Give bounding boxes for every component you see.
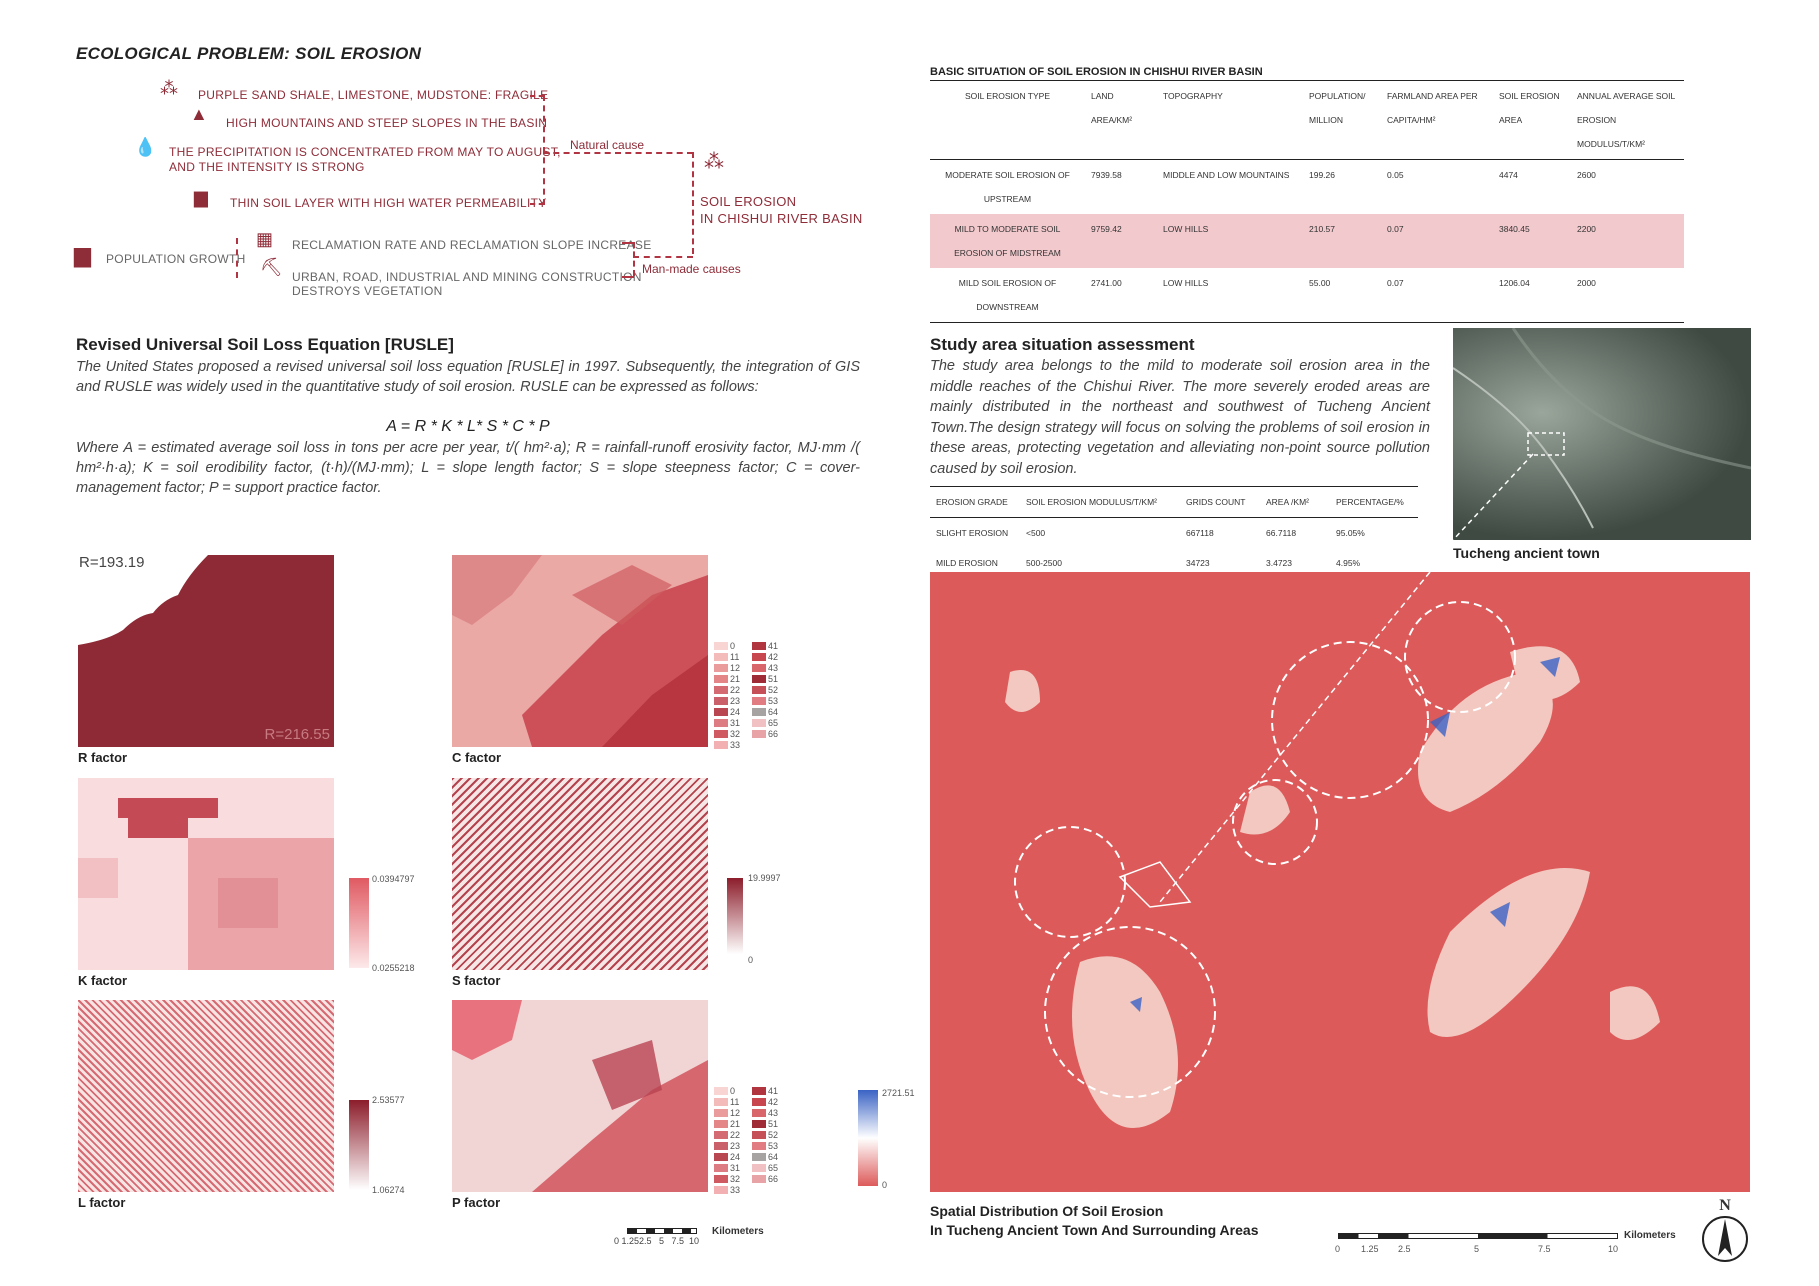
r-max-label: R=216.55 [264, 726, 330, 743]
r-factor-caption: R factor [78, 750, 128, 765]
legend-code: 52 [768, 685, 779, 695]
legend-swatch [752, 1175, 766, 1183]
legend-code: 53 [768, 1141, 779, 1151]
legend-code: 66 [768, 1174, 779, 1184]
result-soil-erosion: SOIL EROSION [700, 194, 797, 209]
erosion-legend-min: 0 [882, 1180, 888, 1190]
legend-swatch [714, 1186, 728, 1194]
legend-swatch [714, 719, 728, 727]
cell: 2000 [1577, 278, 1596, 288]
legend-code: 53 [768, 696, 779, 706]
population-growth: POPULATION GROWTH [106, 252, 246, 266]
legend-swatch [752, 1098, 766, 1106]
legend-code: 65 [768, 1163, 779, 1173]
cell: 4.95% [1336, 558, 1361, 568]
legend-swatch [752, 719, 766, 727]
scale-tick: 1.25 [1361, 1244, 1379, 1254]
grade-table-header-row [930, 487, 1418, 518]
legend-code: 32 [730, 1174, 741, 1184]
assessment-title: Study area situation assessment [930, 335, 1195, 354]
legend-code: 41 [768, 641, 779, 651]
grade-table [930, 486, 1418, 579]
legend-code: 0 [730, 1086, 736, 1096]
legend-swatch [752, 1164, 766, 1172]
s-factor-map [452, 778, 708, 970]
basin-col-type: SOIL EROSION TYPE [964, 91, 1051, 101]
legend-code: 42 [768, 1097, 779, 1107]
s-factor-caption: S factor [452, 973, 501, 988]
solar-panel-icon: ▦ [256, 229, 274, 249]
legend-swatch [752, 1109, 766, 1117]
mountain-icon: ▲ [190, 104, 208, 124]
legend-code: 42 [768, 652, 779, 662]
legend-swatch [752, 1131, 766, 1139]
cell: 667118 [1186, 528, 1214, 538]
l-factor-map [78, 1000, 334, 1192]
s-legend-min: 0 [748, 955, 754, 965]
l-factor-caption: L factor [78, 1195, 126, 1210]
soil-erosion-map [930, 572, 1750, 1192]
cell: 34723 [1186, 558, 1210, 568]
c-factor-map [452, 555, 708, 747]
map-caption-line1: Spatial Distribution Of Soil Erosion [930, 1203, 1164, 1219]
basin-col-land: LAND AREA/KM² [1091, 91, 1133, 125]
cause-soil: THIN SOIL LAYER WITH HIGH WATER PERMEABILITY [230, 196, 547, 210]
scale-tick: 5 [1474, 1244, 1480, 1254]
factor-scale-ticks: 0 1.252.5 5 7.5 10 [614, 1236, 700, 1246]
cell: 4474 [1499, 170, 1518, 180]
legend-swatch [714, 1164, 728, 1172]
legend-swatch [752, 1120, 766, 1128]
result-basin: IN CHISHUI RIVER BASIN [700, 211, 863, 226]
legend-code: 41 [768, 1086, 779, 1096]
c-landuse-legend [714, 641, 790, 750]
cause-precipitation-2: AND THE INTENSITY IS STRONG [169, 160, 365, 174]
tucheng-photo [1453, 328, 1751, 540]
cell: 7939.58 [1091, 170, 1122, 180]
legend-code: 31 [730, 718, 741, 728]
legend-code: 43 [768, 1108, 779, 1118]
legend-code: 23 [730, 1141, 741, 1151]
legend-swatch [714, 1142, 728, 1150]
l-legend-bar [349, 1100, 369, 1190]
cell: 3840.45 [1499, 224, 1530, 234]
cause-construction: URBAN, ROAD, INDUSTRIAL AND MINING CONSTRUCTION [292, 270, 642, 284]
legend-swatch [714, 1131, 728, 1139]
cause-precipitation: THE PRECIPITATION IS CONCENTRATED FROM MAY TO AUGUST, [169, 145, 561, 159]
factor-scale-label: Kilometers [712, 1226, 764, 1237]
legend-code: 51 [768, 674, 779, 684]
erosion-legend-max: 2721.51 [882, 1088, 915, 1098]
k-legend-min: 0.0255218 [372, 963, 415, 973]
legend-swatch [714, 730, 728, 738]
legend-swatch [714, 1098, 728, 1106]
soil-layer-icon: ▆ [194, 187, 208, 207]
legend-code: 24 [730, 1152, 741, 1162]
cell: 2200 [1577, 224, 1596, 234]
legend-swatch [752, 686, 766, 694]
scale-tick: 10 [1608, 1244, 1619, 1254]
excavator-icon: ⛏ [260, 257, 283, 277]
problem-title: ECOLOGICAL PROBLEM: SOIL EROSION [76, 44, 422, 63]
basin-col-topo: TOPOGRAPHY [1163, 91, 1223, 101]
north-label: N [1719, 1197, 1731, 1214]
basin-table [930, 80, 1684, 323]
cell: MIDDLE AND LOW MOUNTAINS [1163, 170, 1290, 180]
p-factor-map [452, 1000, 708, 1192]
legend-swatch [752, 653, 766, 661]
cell: 2600 [1577, 170, 1596, 180]
cell: 0.05 [1387, 170, 1404, 180]
legend-swatch [714, 697, 728, 705]
cell: 66.7118 [1266, 528, 1297, 538]
erosion-legend-bar [858, 1090, 878, 1186]
legend-swatch [752, 675, 766, 683]
table-row [930, 160, 1684, 215]
c-factor-caption: C factor [452, 750, 502, 765]
cause-reclamation: RECLAMATION RATE AND RECLAMATION SLOPE INCREASE [292, 238, 652, 252]
legend-swatch [714, 642, 728, 650]
legend-swatch [714, 1087, 728, 1095]
legend-swatch [714, 708, 728, 716]
basin-col-pop: POPULATION/ MILLION [1309, 91, 1366, 125]
map-scale-label: Kilometers [1624, 1230, 1676, 1241]
legend-code: 21 [730, 1119, 741, 1129]
legend-swatch [714, 686, 728, 694]
legend-swatch [752, 730, 766, 738]
legend-swatch [714, 653, 728, 661]
basin-table-title: BASIC SITUATION OF SOIL EROSION IN CHISHUI RIVER BASIN [930, 66, 1263, 78]
legend-swatch [714, 1175, 728, 1183]
erosion-icon: ⁂ [704, 151, 724, 173]
legend-code: 43 [768, 663, 779, 673]
legend-swatch [752, 1142, 766, 1150]
s-legend-bar [727, 878, 743, 954]
k-factor-caption: K factor [78, 973, 128, 988]
legend-swatch [752, 1087, 766, 1095]
basin-table-header-row [930, 81, 1684, 160]
legend-code: 31 [730, 1163, 741, 1173]
l-legend-min: 1.06274 [372, 1185, 405, 1195]
legend-swatch [752, 697, 766, 705]
rain-drops-icon: 💧 [134, 137, 157, 157]
cell: 0.07 [1387, 224, 1404, 234]
north-arrow-icon [1700, 1198, 1750, 1264]
basin-col-farmland: FARMLAND AREA PER CAPITA/HM² [1387, 91, 1478, 125]
rusle-equation: A = R * K * L* S * C * P [386, 418, 550, 435]
cell: 9759.42 [1091, 224, 1122, 234]
cell: <500 [1026, 528, 1046, 538]
cause-construction-2: DESTROYS VEGETATION [292, 284, 443, 298]
tucheng-photo-caption: Tucheng ancient town [1453, 545, 1600, 561]
legend-code: 22 [730, 1130, 741, 1140]
legend-code: 11 [730, 652, 740, 662]
natural-cause-label: Natural cause [570, 138, 645, 152]
grade-col-percentage: PERCENTAGE/% [1336, 497, 1404, 507]
legend-code: 22 [730, 685, 741, 695]
r-factor-map [78, 555, 334, 747]
grade-col-modulus: SOIL EROSION MODULUS/T/KM² [1026, 497, 1157, 507]
legend-code: 33 [730, 1185, 741, 1195]
sand-pile-icon: ⁂ [160, 78, 178, 98]
legend-swatch [752, 708, 766, 716]
p-landuse-legend [714, 1086, 790, 1195]
legend-swatch [752, 642, 766, 650]
cell: LOW HILLS [1163, 278, 1209, 288]
legend-code: 12 [730, 1108, 741, 1118]
p-factor-caption: P factor [452, 1195, 501, 1210]
cause-slopes: HIGH MOUNTAINS AND STEEP SLOPES IN THE BASIN [226, 116, 548, 130]
table-row [930, 268, 1684, 323]
cell: 3.4723 [1266, 558, 1292, 568]
rusle-definitions: Where A = estimated average soil loss in tons per acre per year, t/( hm²·a); R = rainfall-runoff erosivity factor, MJ·mm /( hm²·h·a); K = soil erodibility factor, (t·h)/(MJ·mm); L = slope length factor; S = slope steepness factor; C = cover-management factor; P = support practice factor. [76, 440, 860, 496]
legend-code: 51 [768, 1119, 779, 1129]
legend-code: 52 [768, 1130, 779, 1140]
cell: 1206.04 [1499, 278, 1530, 288]
bar-chart-icon: ▆ [74, 242, 91, 267]
r-min-label: R=193.19 [79, 554, 145, 571]
legend-swatch [714, 1153, 728, 1161]
legend-swatch [714, 741, 728, 749]
manmade-cause-label: Man-made causes [642, 262, 741, 276]
legend-swatch [714, 675, 728, 683]
legend-code: 24 [730, 707, 741, 717]
legend-code: 11 [730, 1097, 740, 1107]
legend-code: 64 [768, 707, 779, 717]
basin-col-modulus: ANNUAL AVERAGE SOIL EROSION MODULUS/T/KM² [1577, 91, 1675, 149]
rusle-intro: The United States proposed a revised universal soil loss equation [RUSLE] in 1997. Subsequently, the integration of GIS and RUSLE was widely used in the quantitative study of soil erosion. RUSLE can be expressed as follows: [76, 359, 860, 395]
l-legend-max: 2.53577 [372, 1095, 405, 1105]
grade-col-grids: GRIDS COUNT [1186, 497, 1246, 507]
cause-rock: PURPLE SAND SHALE, LIMESTONE, MUDSTONE: FRAGILE [198, 88, 549, 102]
rusle-title: Revised Universal Soil Loss Equation [RUSLE] [76, 335, 454, 354]
cell: 500-2500 [1026, 558, 1062, 568]
table-row-highlighted [930, 214, 1684, 268]
grade-col-grade: EROSION GRADE [936, 497, 1008, 507]
cell: LOW HILLS [1163, 224, 1209, 234]
legend-code: 65 [768, 718, 779, 728]
legend-code: 66 [768, 729, 779, 739]
cell: 2741.00 [1091, 278, 1122, 288]
cell: 199.26 [1309, 170, 1335, 180]
table-row [930, 518, 1418, 549]
legend-code: 64 [768, 1152, 779, 1162]
legend-swatch [752, 1153, 766, 1161]
assessment-body: The study area belongs to the mild to moderate soil erosion area in the middle reaches of the Chishui River. The more severely eroded areas are mainly distributed in the northeast and southwest of Tucheng Ancient Town.The design strategy will focus on solving the problems of soil erosion in these areas, protecting vegetation and alleviating non-point source pollution caused by soil erosion. [930, 358, 1430, 477]
legend-code: 21 [730, 674, 741, 684]
legend-swatch [714, 664, 728, 672]
legend-code: 32 [730, 729, 741, 739]
scale-tick: 2.5 [1398, 1244, 1411, 1254]
cell: 95.05% [1336, 528, 1365, 538]
scale-tick: 0 [1335, 1244, 1341, 1254]
legend-swatch [752, 664, 766, 672]
k-legend-bar [349, 878, 369, 968]
k-legend-max: 0.0394797 [372, 874, 415, 884]
legend-code: 33 [730, 740, 741, 750]
map-caption-line2: In Tucheng Ancient Town And Surrounding Areas [930, 1222, 1259, 1238]
s-legend-max: 19.9997 [748, 873, 781, 883]
legend-code: 23 [730, 696, 741, 706]
legend-code: 12 [730, 663, 741, 673]
grade-col-area: AREA /KM² [1266, 497, 1309, 507]
scale-tick: 7.5 [1538, 1244, 1551, 1254]
legend-code: 0 [730, 641, 736, 651]
legend-swatch [714, 1120, 728, 1128]
cell: 55.00 [1309, 278, 1331, 288]
cell: MILD SOIL EROSION OF DOWNSTREAM [958, 278, 1057, 312]
cell: MILD EROSION [936, 558, 998, 568]
legend-swatch [714, 1109, 728, 1117]
cell: MILD TO MODERATE SOIL EROSION OF MIDSTREAM [954, 224, 1061, 258]
basin-col-area: SOIL EROSION AREA [1499, 91, 1560, 125]
cell: 210.57 [1309, 224, 1335, 234]
cell: SLIGHT EROSION [936, 528, 1009, 538]
cell: MODERATE SOIL EROSION OF UPSTREAM [945, 170, 1070, 204]
k-factor-map [78, 778, 334, 970]
cell: 0.07 [1387, 278, 1404, 288]
